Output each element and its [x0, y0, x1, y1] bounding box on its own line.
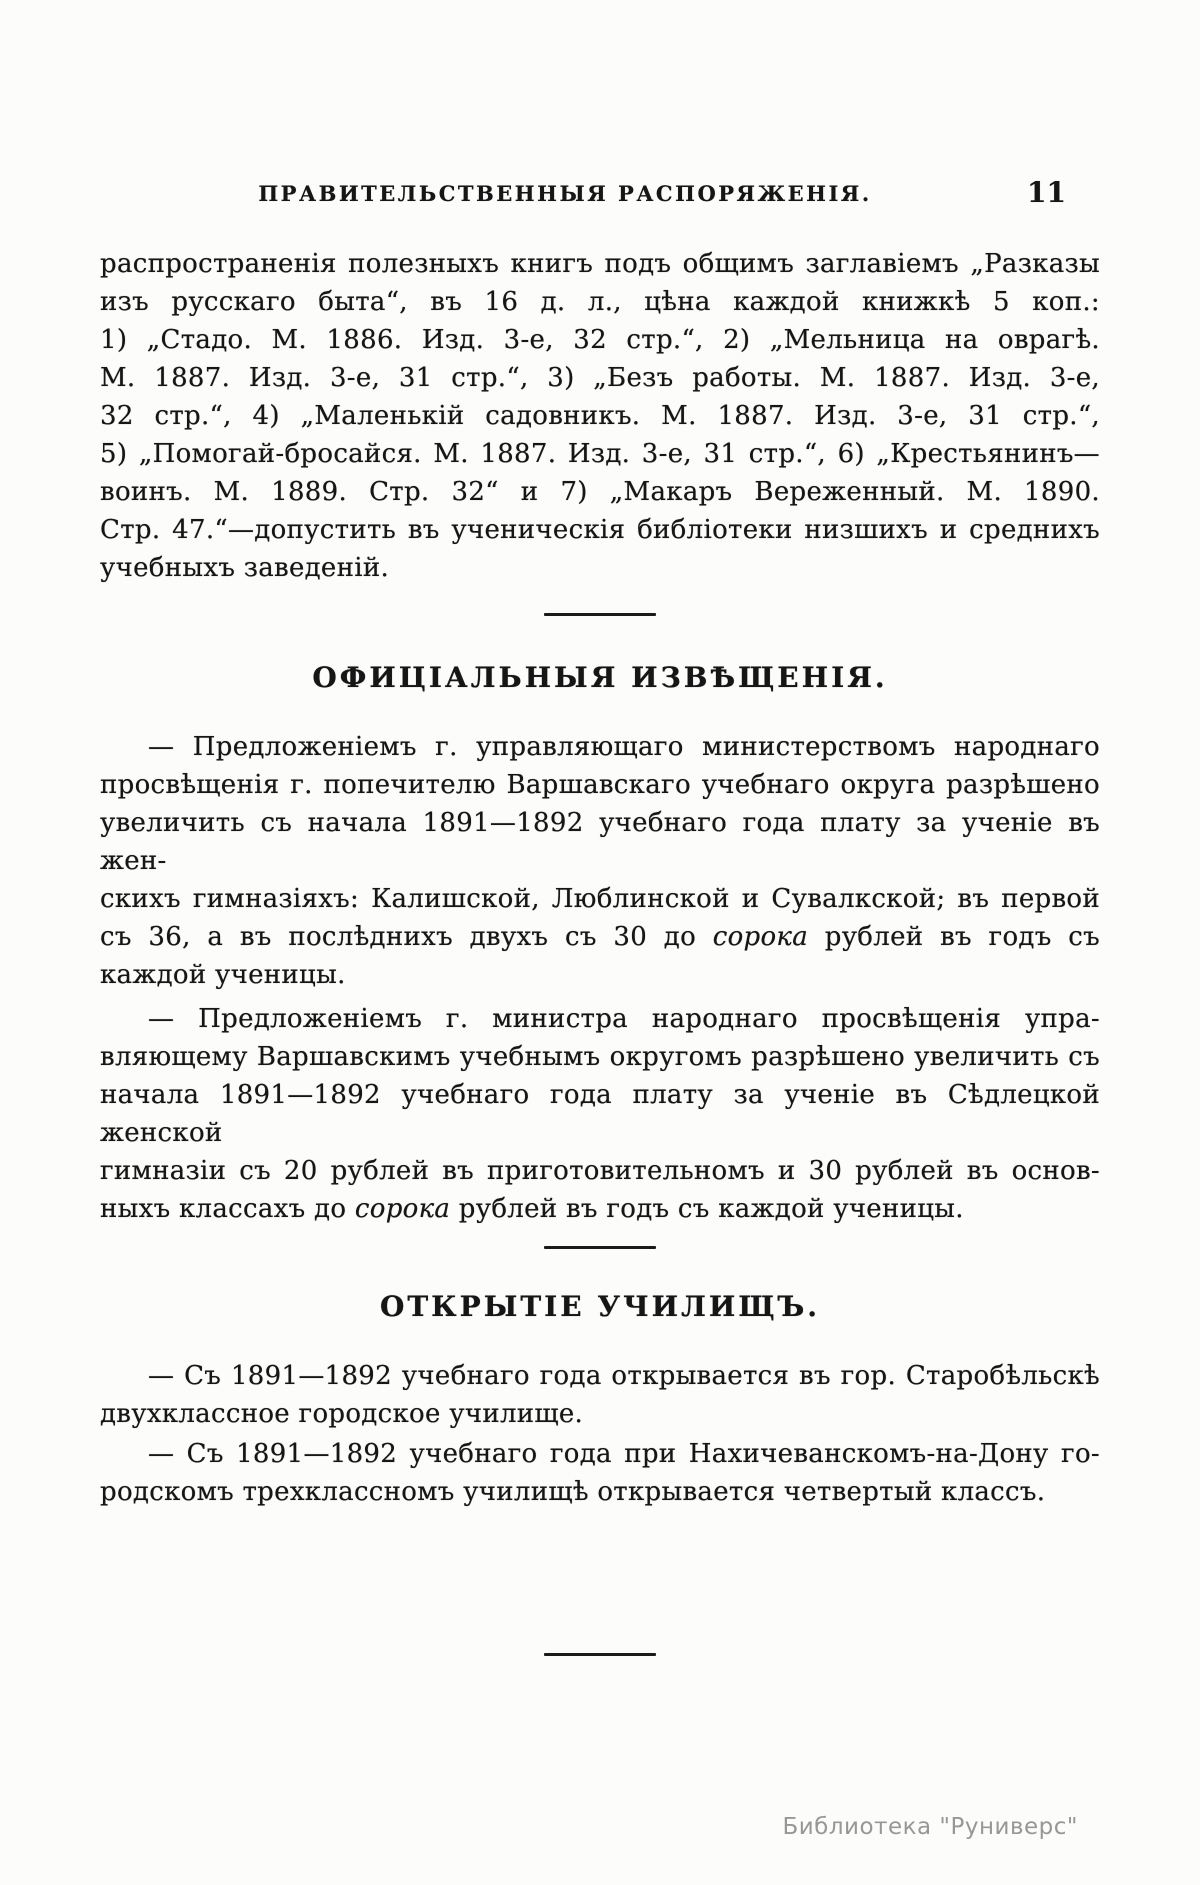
text-line: воинъ. М. 1889. Стр. 32“ и 7) „Макаръ Вереженный. М. 1890. [100, 477, 1100, 507]
text-line: — Съ 1891—1892 учебнаго года открывается въ гор. Старобѣльскѣ [148, 1361, 1100, 1391]
text-line: изъ русскаго быта“, въ 16 д. л., цѣна каждой книжкѣ 5 коп.: [100, 287, 1100, 317]
text-line: вляющему Варшавскимъ учебнымъ округомъ разрѣшено увеличить съ [100, 1042, 1100, 1072]
text-line: 1) „Стадо. М. 1886. Изд. 3-е, 32 стр.“, 2) „Мельница на оврагѣ. [100, 325, 1100, 355]
end-divider [544, 1653, 656, 1656]
italic-word: сорока [354, 1194, 451, 1224]
text-line [100, 1190, 1100, 1228]
text-line: родскомъ трехклассномъ училищѣ открывается четвертый классъ. [100, 1477, 1046, 1507]
text-line: просвѣщенія г. попечителю Варшавскаго учебнаго округа разрѣшено [100, 770, 1100, 800]
intro-paragraph [100, 245, 1100, 587]
paragraph [100, 728, 1100, 994]
text-line: 32 стр.“, 4) „Маленькій садовникъ. М. 1887. Изд. 3-е, 31 стр.“, [100, 401, 1100, 431]
paragraph [100, 1357, 1100, 1433]
text-line: Стр. 47.“—допустить въ ученическія библіотеки низшихъ и среднихъ [100, 515, 1100, 545]
text-line: учебныхъ заведеній. [100, 553, 390, 583]
page-number: 11 [1027, 176, 1066, 209]
italic-word: сорока [712, 922, 809, 952]
text-line: — Предложеніемъ г. управляющаго министерствомъ народнаго [148, 732, 1100, 762]
library-watermark: Библиотека "Руниверс" [782, 1814, 1078, 1840]
text-line: гимназіи съ 20 рублей въ приготовительномъ и 30 рублей въ основ- [100, 1156, 1100, 1186]
text-segment: съ 36, а въ послѣднихъ двухъ съ 30 до [100, 922, 713, 952]
text-line: М. 1887. Изд. 3-е, 31 стр.“, 3) „Безъ работы. М. 1887. Изд. 3-е, [100, 363, 1100, 393]
text-segment: рублей въ годъ съ каждой ученицы. [450, 1194, 964, 1224]
text-line: увеличить съ начала 1891—1892 учебнаго года плату за ученіе въ жен- [100, 808, 1100, 876]
running-head [100, 176, 1100, 209]
text-line: — Съ 1891—1892 учебнаго года при Нахичеванскомъ-на-Дону го- [148, 1439, 1100, 1469]
text-line: распространенія полезныхъ книгъ подъ общимъ заглавіемъ „Разказы [100, 249, 1100, 279]
section-divider [544, 613, 656, 616]
text-column [100, 245, 1100, 1656]
running-head-title: ПРАВИТЕЛЬСТВЕННЫЯ РАСПОРЯЖЕНІЯ. [258, 181, 872, 206]
text-line [100, 918, 1100, 956]
text-line: каждой ученицы. [100, 960, 346, 990]
text-segment: ныхъ классахъ до [100, 1194, 355, 1224]
text-line: скихъ гимназіяхъ: Калишской, Люблинской и Сувалкской; въ первой [100, 884, 1100, 914]
section-heading-official-notices: ОФИЦІАЛЬНЫЯ ИЗВѢЩЕНІЯ. [312, 661, 888, 694]
text-line: — Предложеніемъ г. министра народнаго просвѣщенія упра- [148, 1004, 1100, 1034]
paragraph [100, 1000, 1100, 1228]
section-heading-school-openings: ОТКРЫТІЕ УЧИЛИЩЪ. [379, 1290, 821, 1323]
text-line: начала 1891—1892 учебнаго года плату за ученіе въ Сѣдлецкой женской [100, 1080, 1100, 1148]
text-line: 5) „Помогай-бросайся. М. 1887. Изд. 3-е, 31 стр.“, 6) „Крестьянинъ— [100, 439, 1100, 469]
paragraph [100, 1435, 1100, 1511]
text-segment: рублей въ годъ съ [808, 922, 1100, 952]
text-line: двухклассное городское училище. [100, 1399, 584, 1429]
section-divider [544, 1246, 656, 1249]
